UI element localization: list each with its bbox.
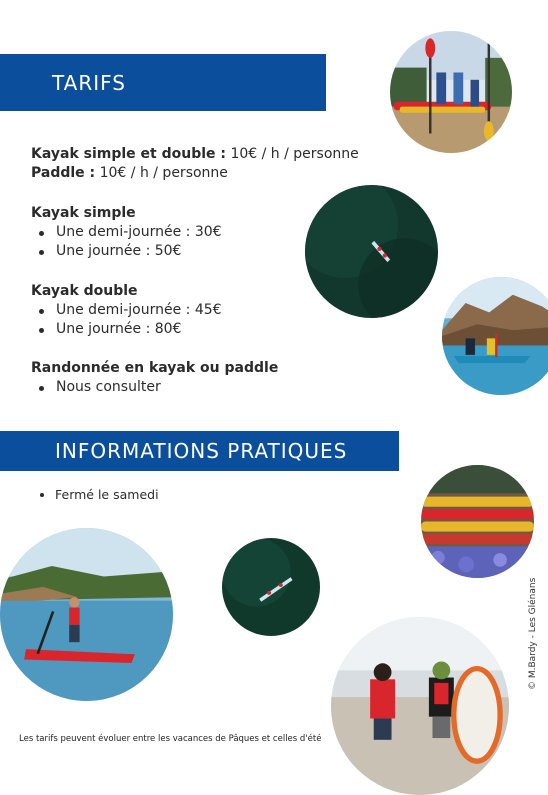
kayak-double-title: Kayak double [31,283,138,299]
kayak-simple-title: Kayak simple [31,205,136,221]
people-carrying-boards-photo [331,617,509,795]
list-item: Une demi-journée : 45€ [31,301,222,320]
summary-value: 10€ / h / personne [95,165,228,181]
list-item: Une journée : 50€ [31,242,222,261]
stacked-kayaks-photo [421,465,534,578]
photo-credit: © M.Bardy - Les Glénans [528,577,538,690]
kayak-rocks-photo [442,277,548,395]
kayak-aerial-photo-small [222,538,320,636]
tarifs-banner [0,54,326,111]
kids-with-paddles-photo [390,31,512,153]
infos-list [37,486,159,503]
randonnee-title: Randonnée en kayak ou paddle [31,360,279,376]
list-item: Nous consulter [31,378,278,397]
tarifs-title: TARIFS [52,70,126,95]
paddle-board-photo [0,528,173,701]
kayak-double-section [31,282,222,339]
infos-title: INFORMATIONS PRATIQUES [55,439,348,463]
list-item: Une demi-journée : 30€ [31,223,222,242]
summary-value: 10€ / h / personne [226,146,359,162]
summary-line-kayak [31,145,359,164]
summary-line-paddle [31,164,359,183]
infos-banner [0,431,399,471]
list-item: Fermé le samedi [37,486,159,503]
footer-note: Les tarifs peuvent évoluer entre les vacances de Pâques et celles d'été [19,734,322,744]
randonnee-section [31,359,278,397]
kayak-aerial-photo-large [305,185,438,318]
kayak-simple-section [31,204,222,261]
list-item: Une journée : 80€ [31,320,222,339]
tarifs-summary [31,145,359,183]
summary-label: Kayak simple et double : [31,146,226,162]
summary-label: Paddle : [31,165,96,181]
